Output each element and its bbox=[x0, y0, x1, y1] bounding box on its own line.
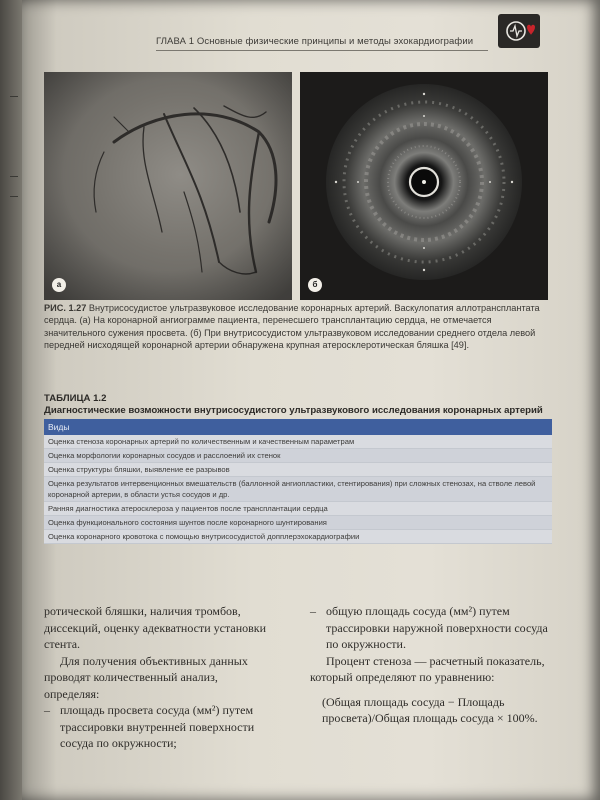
diagnostics-table bbox=[44, 419, 552, 544]
chapter-logo-icon bbox=[498, 14, 540, 48]
list-dash: – bbox=[310, 604, 316, 618]
table-heading: Диагностические возможности внутрисосудистого ультразвукового исследования коронарных артерий bbox=[44, 405, 543, 416]
stenosis-formula: (Общая площадь сосуда − Площадь просвета)/Общая площадь сосуда × 100%. bbox=[322, 694, 538, 725]
table-row: Оценка стеноза коронарных артерий по количественным и качественным параметрам bbox=[44, 435, 552, 449]
body-text-left-column bbox=[44, 603, 274, 752]
table-row: Оценка морфологии коронарных сосудов и расслоений их стенок bbox=[44, 449, 552, 463]
figure-ivus-image bbox=[300, 72, 548, 300]
list-item bbox=[310, 603, 550, 653]
figure-label-b: б bbox=[308, 278, 322, 292]
body-paragraph: ротической бляшки, наличия тромбов, диссекций, оценку адекватности установки стента. bbox=[44, 604, 267, 651]
table-row: Оценка результатов интервенционных вмешательств (баллонной ангиопластики, стентирования) при сложных стенозах, на стволе левой коронарной артерии, в области устья сосудов и др. bbox=[44, 477, 552, 502]
table-row: Оценка функционального состояния шунтов после коронарного шунтирования bbox=[44, 516, 552, 530]
figure-number: РИС. 1.27 bbox=[44, 303, 87, 313]
figure-caption bbox=[44, 302, 552, 352]
figure-label-a: а bbox=[52, 278, 66, 292]
figure-angiogram bbox=[44, 72, 292, 300]
list-item-text: общую площадь сосуда (мм²) путем трассировки наружной поверхности сосуда по окружности. bbox=[326, 604, 548, 651]
table-row: Оценка структуры бляшки, выявление ее разрывов bbox=[44, 463, 552, 477]
table-header: Виды bbox=[44, 419, 552, 435]
list-item bbox=[44, 702, 274, 752]
figure-caption-text: Внутрисосудистое ультразвуковое исследование коронарных артерий. Васкулопатия аллотрансплантата сердца. (а) На коронарной ангиограмме пациента, перенесшего трансплантацию сердца, не отмечается значительного сужения просвета. (б) При внутрисосудистом ультразвуковом исследовании среднего отдела левой передней нисходящей коронарной артерии обнаружена крупная атеросклеротическая бляшка [49]. bbox=[44, 303, 540, 351]
table-row: Ранняя диагностика атеросклероза у пациентов после трансплантации сердца bbox=[44, 502, 552, 516]
body-text-right-column bbox=[310, 603, 550, 727]
adjacent-page-edge bbox=[0, 0, 22, 800]
table-number: ТАБЛИЦА 1.2 bbox=[44, 393, 107, 404]
list-dash: – bbox=[44, 703, 50, 717]
table-body bbox=[44, 435, 552, 544]
table-row: Оценка коронарного кровотока с помощью внутрисосудистой допплерэхокардиографии bbox=[44, 530, 552, 544]
list-item-text: площадь просвета сосуда (мм²) путем трассировки внутренней поверхности сосуда по окружности; bbox=[60, 703, 255, 750]
body-paragraph: Процент стеноза — расчетный показатель, который определяют по уравнению: bbox=[310, 653, 545, 684]
body-paragraph: Для получения объективных данных проводят количественный анализ, определяя: bbox=[44, 653, 248, 701]
table-title bbox=[44, 393, 556, 417]
running-header: ГЛАВА 1 Основные физические принципы и методы эхокардиографии bbox=[156, 36, 488, 51]
